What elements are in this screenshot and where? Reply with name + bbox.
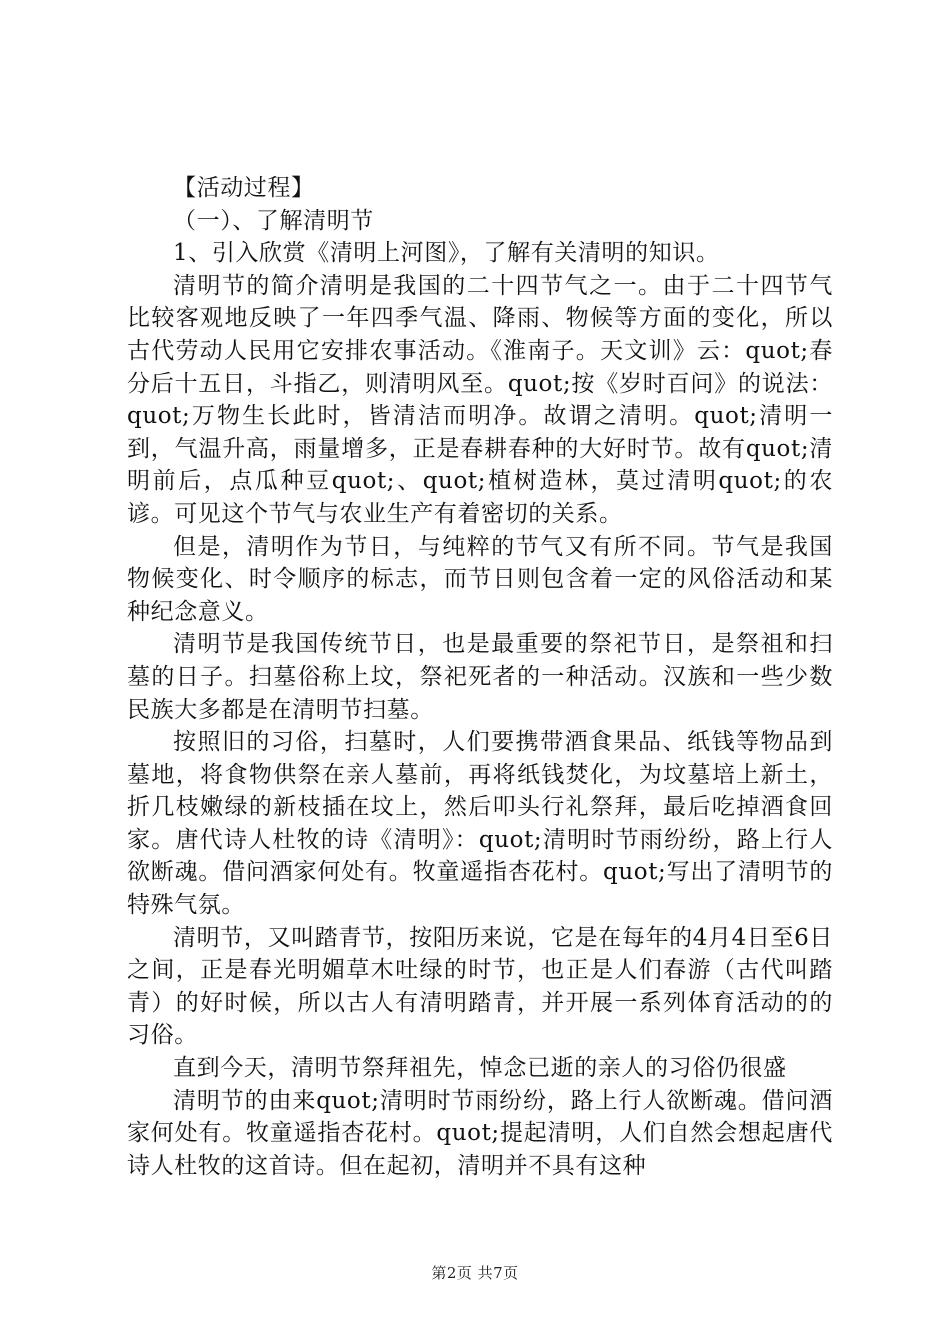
heading-activity-process: 【活动过程】	[173, 175, 315, 201]
paragraph-old-customs: 按照旧的习俗，扫墓时，人们要携带酒食果品、纸钱等物品到墓地，将食物供祭在亲人墓前，再将纸钱焚化，为坟墓培上新土，折几枝嫩绿的新枝插在坟上，然后叩头行礼祭拜，最后吃掉酒食回家。唐代诗人杜牧的诗《清明》：quot;清明时节雨纷纷，路上行人欲断魂。借问酒家何处有。牧童遥指杏花村。quot;写出了清明节的特殊气氛。	[127, 729, 833, 919]
paragraph-festival-difference: 但是，清明作为节日，与纯粹的节气又有所不同。节气是我国物候变化、时令顺序的标志，而节日则包含着一定的风俗活动和某种纪念意义。	[127, 533, 833, 625]
paragraph-intro-painting: 1、引入欣赏《清明上河图》，了解有关清明的知识。	[173, 240, 720, 267]
paragraph-origin: 清明节的由来quot;清明时节雨纷纷，路上行人欲断魂。借问酒家何处有。牧童遥指杏花村。quot;提起清明，人们自然会想起唐代诗人杜牧的这首诗。但在起初，清明并不具有这种	[127, 1087, 833, 1179]
paragraph-today: 直到今天，清明节祭拜祖先，悼念已逝的亲人的习俗仍很盛	[173, 1055, 787, 1082]
paragraph-taqing: 清明节，又叫踏青节，按阳历来说，它是在每年的4月4日至6日之间，正是春光明媚草木吐绿的时节，也正是人们春游（古代叫踏青）的好时候，所以古人有清明踏青，并开展一系列体育活动的的习俗。	[127, 924, 833, 1049]
page-number-footer: 第2页 共7页	[431, 1264, 519, 1282]
heading-understand-qingming: （一）、了解清明节	[173, 207, 374, 234]
document-body	[127, 172, 833, 1182]
paragraph-solar-term: 清明节的简介清明是我国的二十四节气之一。由于二十四节气比较客观地反映了一年四季气温、降雨、物候等方面的变化，所以古代劳动人民用它安排农事活动。《淮南子。天文训》云：quot;春分后十五日，斗指乙，则清明风至。quot;按《岁时百问》的说法：quot;万物生长此时，皆清洁而明净。故谓之清明。quot;清明一到，气温升高，雨量增多，正是春耕春种的大好时节。故有quot;清明前后，点瓜种豆quot;、quot;植树造林，莫过清明quot;的农谚。可见这个节气与农业生产有着密切的关系。	[127, 272, 833, 527]
paragraph-tomb-sweeping: 清明节是我国传统节日，也是最重要的祭祀节日，是祭祖和扫墓的日子。扫墓俗称上坟，祭祀死者的一种活动。汉族和一些少数民族大多都是在清明节扫墓。	[127, 631, 833, 723]
